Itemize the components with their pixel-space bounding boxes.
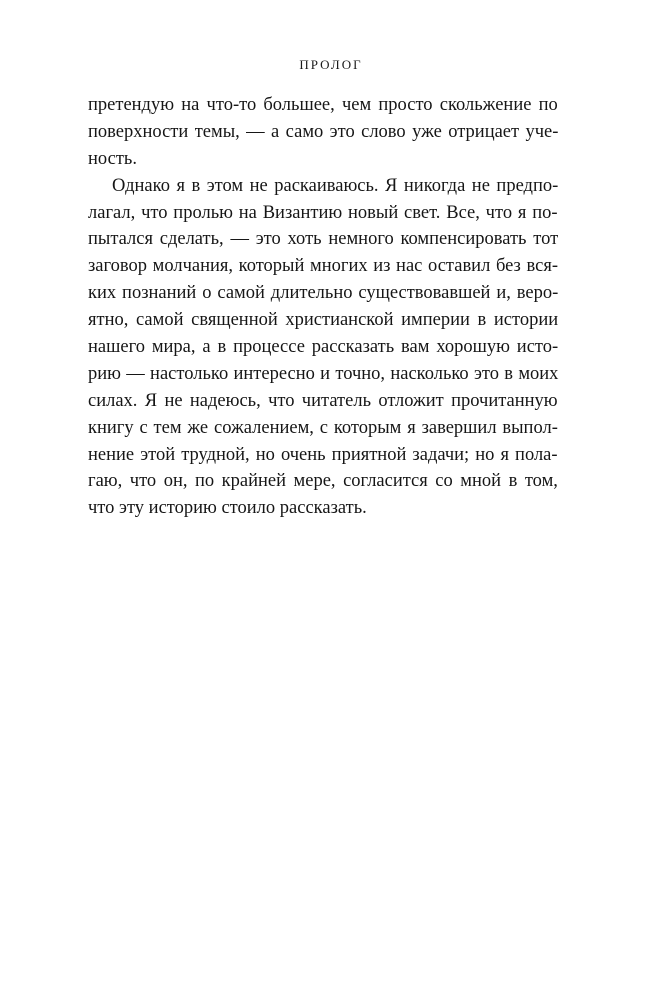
running-head: ПРОЛОГ	[299, 57, 363, 72]
text-line: рию — настолько интересно и точно, насколько это в моих	[88, 363, 559, 384]
text-line: нашего мира, а в процессе рассказать вам хорошую исто-	[88, 337, 559, 358]
text-line: ятно, самой священной христианской империи в истории	[88, 310, 559, 331]
text-line: поверхности темы, — а само это слово уже отрицает уче-	[88, 121, 559, 142]
text-line: ких познаний о самой длительно существовавшей и, веро-	[88, 283, 559, 304]
text-line: что эту историю стоило рассказать.	[88, 498, 367, 519]
text-line: книгу с тем же сожалением, с которым я завершил выпол-	[88, 417, 558, 438]
text-line: заговор молчания, который многих из нас оставил без вся-	[88, 256, 558, 277]
text-line: силах. Я не надеюсь, что читатель отложит прочитанную	[88, 390, 558, 411]
text-line: претендую на что-то большее, чем просто скольжение по	[88, 95, 558, 115]
text-line: Однако я в этом не раскаиваюсь. Я никогда не предпо-	[112, 175, 559, 196]
text-line: пытался сделать, — это хоть немного компенсировать тот	[88, 229, 559, 250]
text-line: лагал, что пролью на Византию новый свет. Все, что я по-	[88, 202, 558, 223]
body-text	[88, 92, 558, 522]
text-line: нение этой трудной, но очень приятной задачи; но я пола-	[88, 444, 558, 465]
text-line: гаю, что он, по крайней мере, согласится со мной в том,	[88, 471, 558, 492]
text-line: ность.	[88, 148, 137, 169]
